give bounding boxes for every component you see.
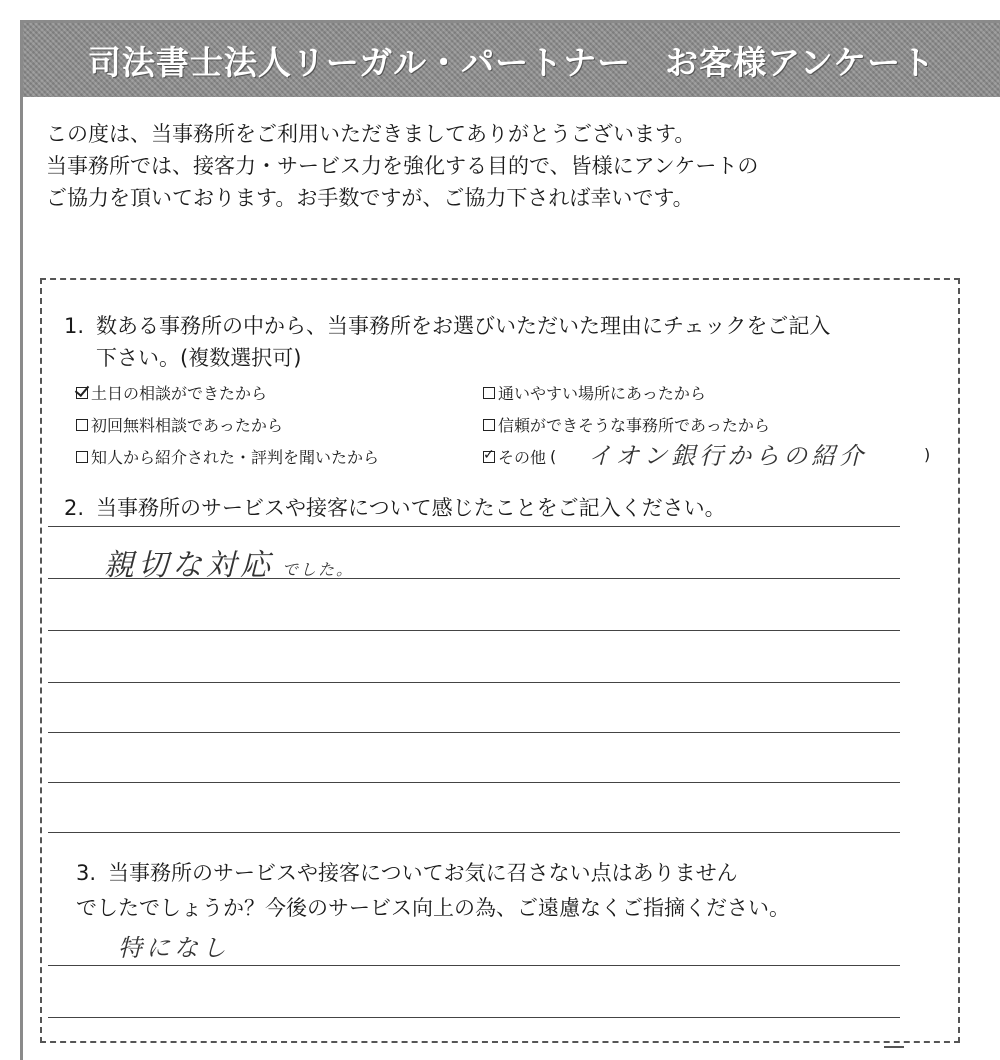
- answer-line: [48, 782, 900, 783]
- option-label: 知人から紹介された・評判を聞いたから: [91, 448, 380, 467]
- intro-line: この度は、当事務所をご利用いただきましてありがとうございます。: [46, 122, 696, 146]
- answer-line: [48, 832, 900, 833]
- option-trustworthy[interactable]: [483, 413, 770, 436]
- answer-line: [48, 682, 900, 683]
- header-banner: [23, 23, 1000, 97]
- option-label: その他: [498, 448, 547, 467]
- question-text: 数ある事務所の中から、当事務所をお選びいただいた理由にチェックをご記入: [96, 314, 831, 338]
- question-number: 1.: [64, 314, 85, 338]
- answer-line: [48, 1017, 900, 1018]
- paren-close: ): [924, 445, 931, 464]
- option-label: 土日の相談ができたから: [91, 384, 268, 403]
- other-answer-handwritten: イオン銀行からの紹介: [588, 442, 868, 470]
- q3-answer-handwritten: 特になし: [118, 934, 230, 962]
- checkbox[interactable]: [76, 419, 88, 431]
- paren-open: (: [550, 447, 557, 466]
- checkbox[interactable]: [483, 419, 495, 431]
- option-weekend[interactable]: [76, 381, 267, 404]
- option-label: 通いやすい場所にあったから: [498, 384, 706, 403]
- question-number: 2.: [64, 496, 85, 520]
- answer-line: [48, 732, 900, 733]
- intro-line: ご協力を頂いております。お手数ですが、ご協力下されば幸いです。: [46, 186, 694, 210]
- option-label: 信頼ができそうな事務所であったから: [498, 416, 770, 435]
- question-text: 当事務所のサービスや接客について感じたことをご記入ください。: [96, 496, 726, 520]
- question-2: [64, 493, 726, 523]
- page-title: 司法書士法人リーガル・パートナー お客様アンケート: [87, 42, 936, 82]
- checkbox[interactable]: [483, 387, 495, 399]
- answer-line: [48, 578, 900, 579]
- question-1-continued: 下さい。(複数選択可): [96, 346, 302, 370]
- question-3-continued: でしたでしょうか？今後のサービス向上の為、ご遠慮なくご指摘ください。: [76, 896, 790, 920]
- answer-line: [48, 965, 900, 966]
- intro-line: 当事務所では、接客力・サービス力を強化する目的で、皆様にアンケートの: [46, 154, 759, 178]
- question-text: 当事務所のサービスや接客についてお気に召さない点はありません: [108, 861, 738, 885]
- option-label: 初回無料相談であったから: [91, 416, 283, 435]
- checkbox[interactable]: [76, 451, 88, 463]
- option-free-consultation[interactable]: [76, 413, 283, 436]
- option-location[interactable]: [483, 381, 706, 404]
- answer-line: [48, 630, 900, 631]
- scan-mark: [884, 1046, 904, 1048]
- checkbox-checked[interactable]: [483, 451, 495, 463]
- question-number: 3.: [76, 861, 97, 885]
- intro-text: [46, 118, 946, 214]
- question-3: [76, 858, 738, 888]
- option-referral[interactable]: [76, 445, 379, 468]
- question-1: [64, 311, 830, 341]
- answer-line: [48, 526, 900, 527]
- answer-tail: でした。: [282, 560, 355, 579]
- checkbox-checked[interactable]: [76, 387, 88, 399]
- answer-main: 親切な対応: [104, 548, 274, 583]
- option-other[interactable]: [483, 445, 556, 468]
